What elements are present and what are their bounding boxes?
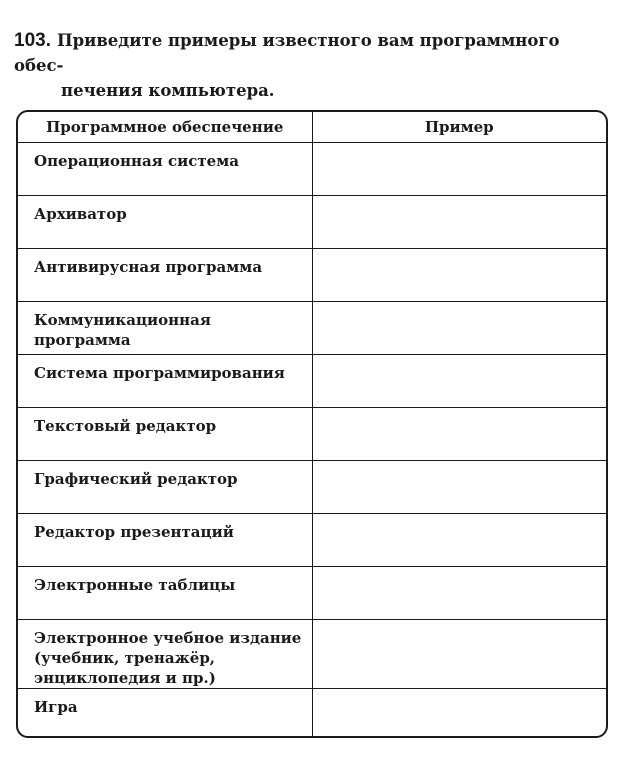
example-cell[interactable] — [312, 408, 606, 461]
category-cell: Антивирусная программа — [18, 249, 312, 302]
task-text-line-2: печения компьютера. — [61, 81, 275, 100]
table-row — [18, 355, 606, 408]
header-software: Программное обеспечение — [18, 112, 312, 143]
table-row — [18, 143, 606, 196]
category-cell: Электронные таблицы — [18, 567, 312, 620]
example-cell[interactable] — [312, 620, 606, 689]
category-cell: Архиватор — [18, 196, 312, 249]
table-header-row — [18, 112, 606, 143]
software-table-grid — [18, 112, 606, 738]
example-cell[interactable] — [312, 567, 606, 620]
example-cell[interactable] — [312, 461, 606, 514]
example-cell[interactable] — [312, 355, 606, 408]
category-cell: Электронное учебное издание (учебник, тренажёр, энциклопедия и пр.) — [18, 620, 312, 689]
category-cell: Редактор презентаций — [18, 514, 312, 567]
category-cell: Операционная система — [18, 143, 312, 196]
table-row — [18, 461, 606, 514]
example-cell[interactable] — [312, 689, 606, 739]
task-number: 103. — [14, 30, 51, 51]
task-line-1 — [14, 28, 614, 78]
example-cell[interactable] — [312, 143, 606, 196]
table-row — [18, 689, 606, 739]
table-row — [18, 514, 606, 567]
table-row — [18, 567, 606, 620]
table-row — [18, 302, 606, 355]
category-cell: Игра — [18, 689, 312, 739]
example-cell[interactable] — [312, 302, 606, 355]
category-cell: Графический редактор — [18, 461, 312, 514]
category-cell: Текстовый редактор — [18, 408, 312, 461]
header-example: Пример — [312, 112, 606, 143]
table-row — [18, 620, 606, 689]
task-statement — [14, 28, 614, 103]
task-text-line-1: Приведите примеры известного вам программного обес- — [14, 31, 560, 75]
table-row — [18, 408, 606, 461]
example-cell[interactable] — [312, 514, 606, 567]
example-cell[interactable] — [312, 249, 606, 302]
software-table — [16, 110, 608, 738]
table-row — [18, 196, 606, 249]
category-cell: Коммуникационная программа — [18, 302, 312, 355]
table-row — [18, 249, 606, 302]
example-cell[interactable] — [312, 196, 606, 249]
category-cell: Система программирования — [18, 355, 312, 408]
